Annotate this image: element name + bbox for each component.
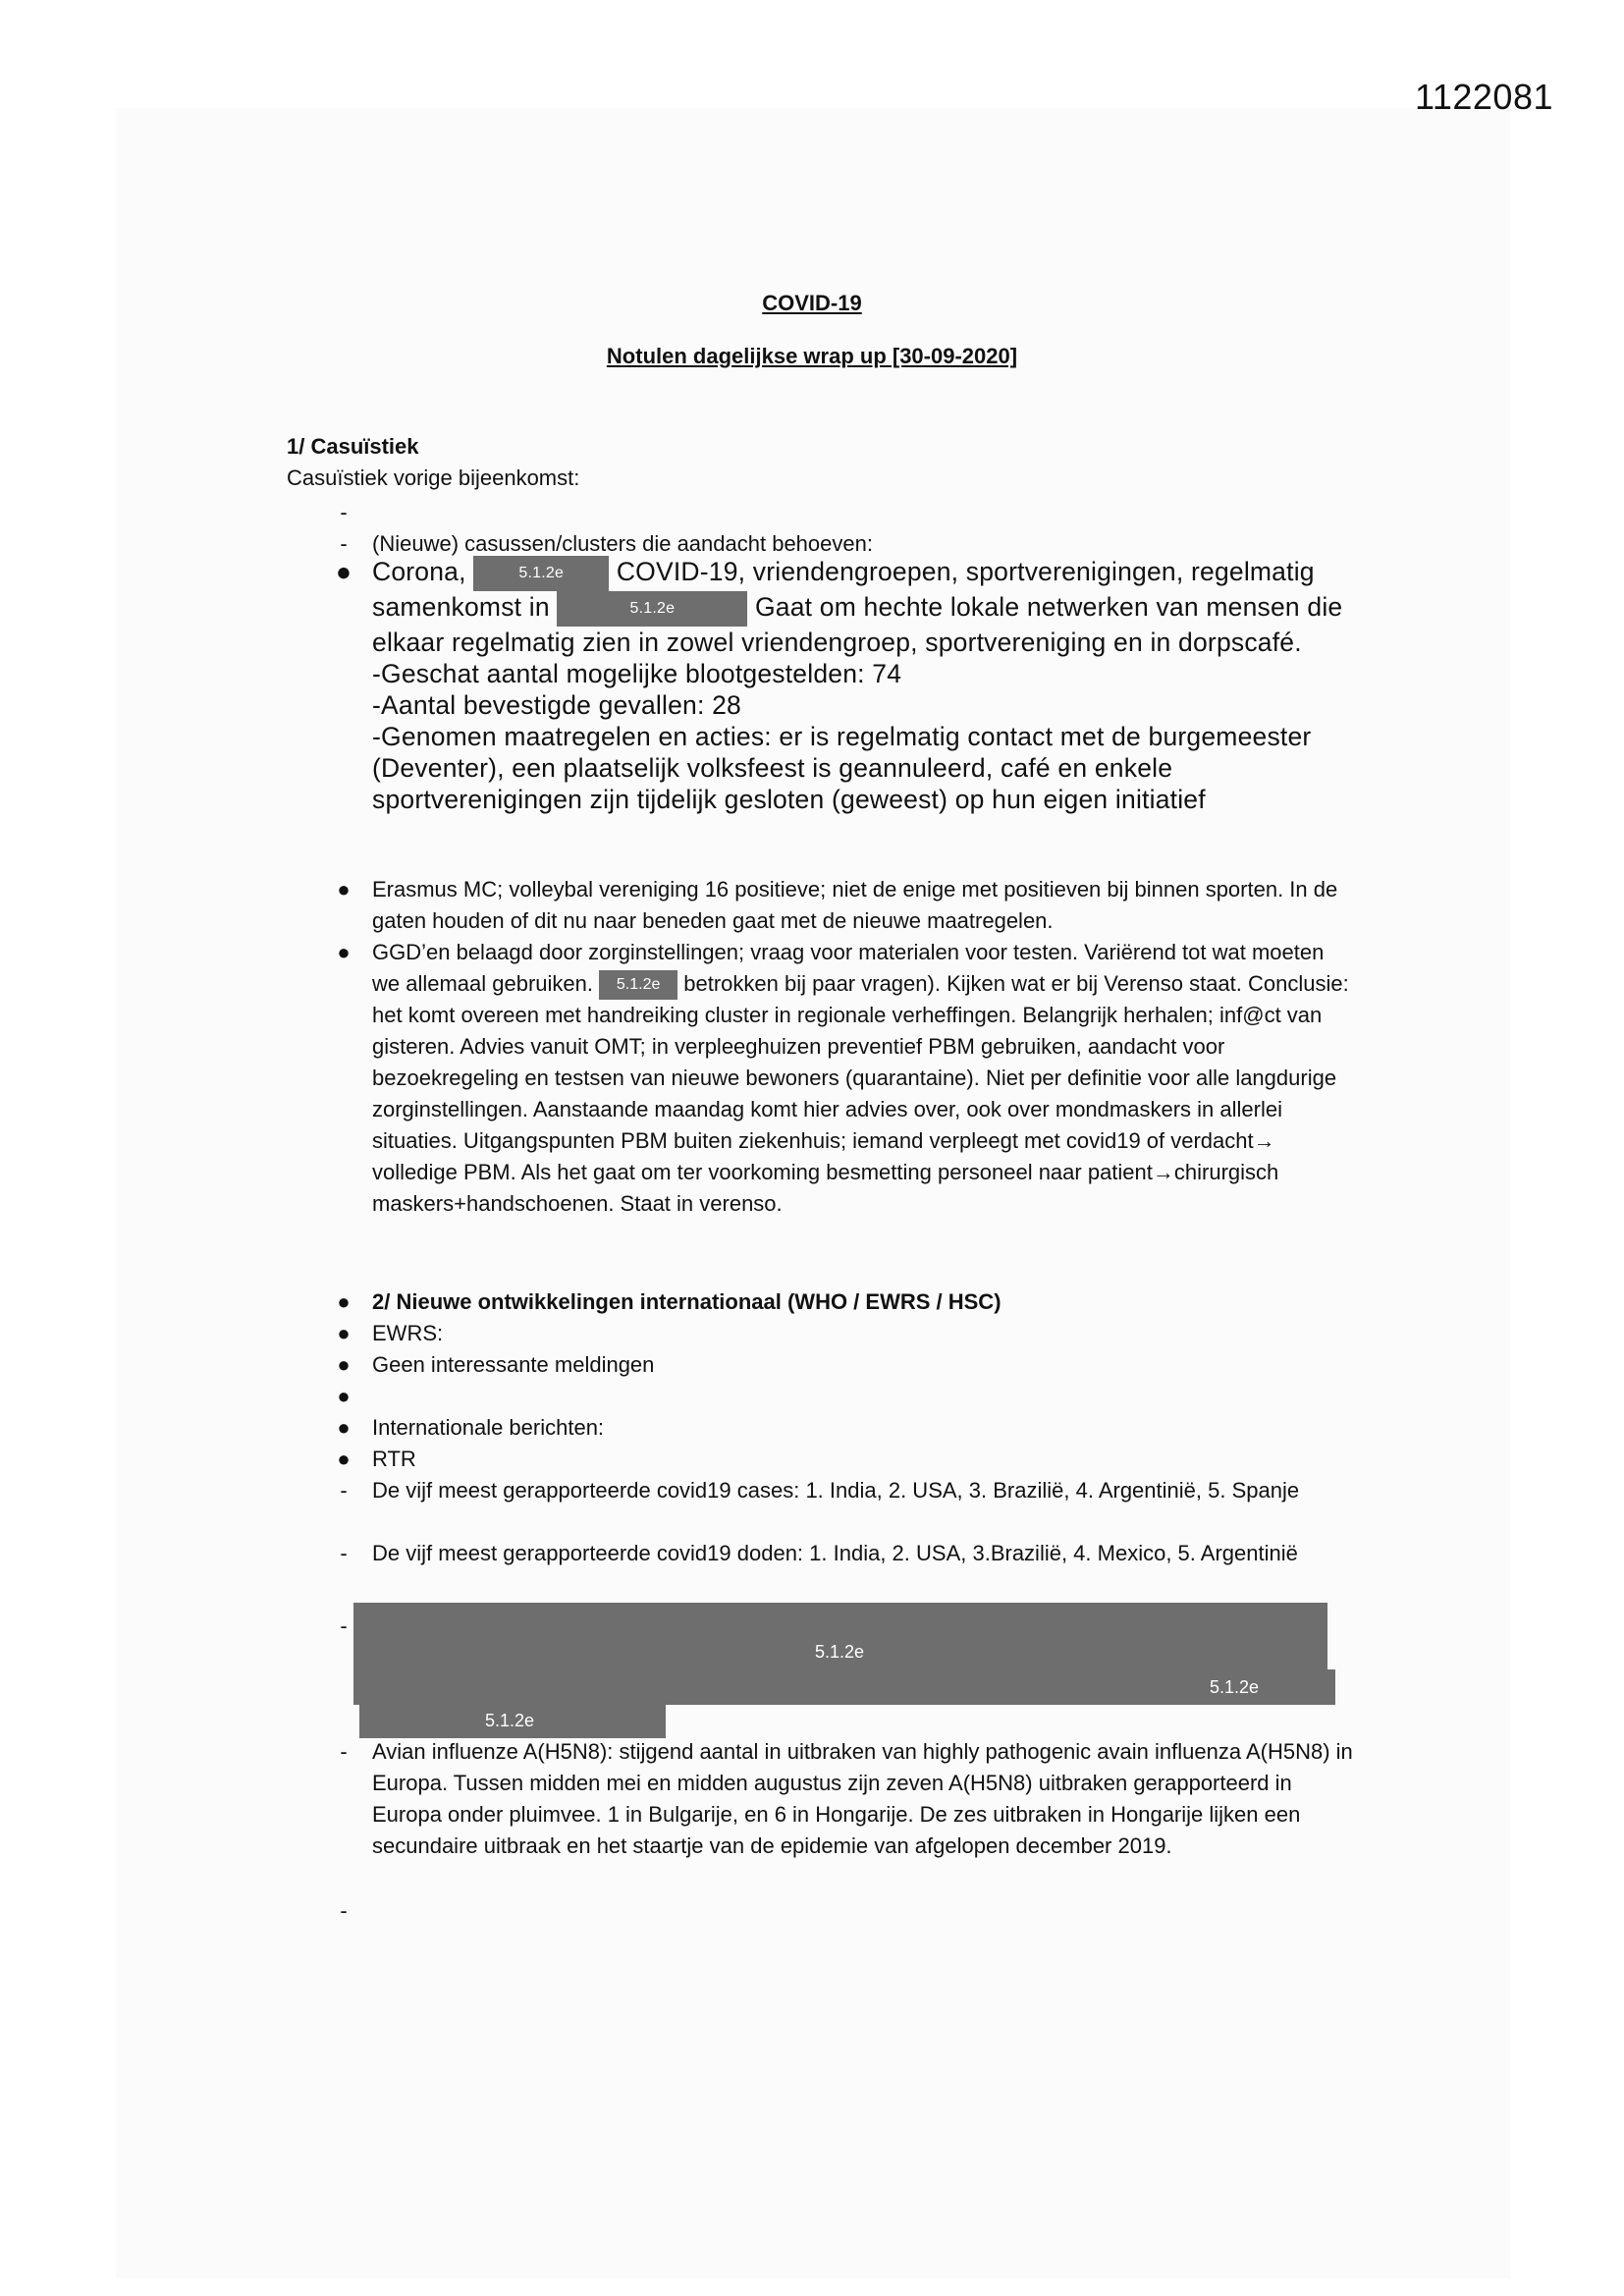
redaction-box: 5.1.2e (599, 970, 677, 1000)
bullet-marker: ● (337, 1415, 351, 1440)
list-item (324, 1538, 1355, 1569)
ewrs-label: EWRS: (372, 1321, 444, 1345)
list-item (324, 1412, 1355, 1444)
list-item (324, 1286, 1355, 1318)
bullet-marker: ● (337, 1289, 351, 1314)
list-item (324, 1475, 1355, 1506)
list-item (324, 556, 1384, 815)
list-item (324, 937, 1355, 1220)
new-cases-label: (Nieuwe) casussen/clusters die aandacht behoeven: (372, 531, 873, 556)
bullet-marker: ● (337, 1447, 351, 1471)
corona-cluster-text: Corona, 5.1.2e COVID-19, vriendengroepen, sportverenigingen, regelmatig samenkomst in 5.1.2e Gaat om hechte lokale netwerken van mensen die elkaar regelmatig zien in zowel vriendengroep, sportvereniging en in dorpscafé. -Geschat aantal mogelijke blootgestelden: 74 -Aantal bevestigde gevallen: 28 -Genomen maatregelen en acties: er is regelmatig contact met de burgemeester (Deventer), een plaatselijk volksfeest is geannuleerd, café en enkele sportverenigingen zijn tijdelijk gesloten (geweest) op hun eigen initiatief (372, 557, 1343, 814)
section-heading-casuistiek: 1/ Casuïstiek (287, 434, 419, 459)
redaction-block: 5.1.2e (359, 1705, 666, 1738)
dash-marker: - (340, 1478, 348, 1503)
rtr-label: RTR (372, 1447, 416, 1471)
no-reports-text: Geen interessante meldingen (372, 1352, 655, 1377)
avian-influenza-text: Avian influenze A(H5N8): stijgend aantal in uitbraken van highly pathogenic avain influenza A(H5N8) in Europa. Tussen midden mei en midden augustus zijn zeven A(H5N8) uitbraken gerapporteerd in Europa onder pluimvee. 1 in Bulgarije, en 6 in Hongarije. De zes uitbraken in Hongarije lijken een secundaire uitbraak en het staartje van de epidemie van afgelopen december 2019. (372, 1739, 1353, 1858)
dash-marker: - (340, 1541, 348, 1565)
dash-marker: - (340, 1613, 348, 1638)
dash-marker: - (340, 500, 348, 524)
bullet-marker: ● (337, 877, 351, 902)
top-deaths-text: De vijf meest gerapporteerde covid19 doden: 1. India, 2. USA, 3.Brazilië, 4. Mexico, 5. Argentinië (372, 1541, 1298, 1565)
redaction-block: 5.1.2e (353, 1669, 1335, 1705)
list-item (324, 1736, 1355, 1862)
list-item (324, 874, 1355, 937)
page-title: COVID-19 (762, 291, 862, 315)
ggd-text: GGD’en belaagd door zorginstellingen; vraag voor materialen voor testen. Variërend tot wat moeten we allemaal gebruiken. 5.1.2e betrokken bij paar vragen). Kijken wat er bij Verenso staat. Conclusie: het komt overeen met handreiking cluster in regionale verheffingen. Belangrijk herhalen; inf@ct van gisteren. Advies vanuit OMT; in verpleeghuizen preventief PBM gebruiken, aandacht voor bezoekregeling en testsen van nieuwe bewoners (quarantaine). Niet per definitie voor alle langdurige zorginstellingen. Aanstaande maandag komt hier advies over, ook over mondmaskers in allerlei situaties. Uitgangspunten PBM buiten ziekenhuis; iemand verpleegt met covid19 of verdacht→ volledige PBM. Als het gaat om ter voorkoming besmetting personeel naar patient→chirurgisch maskers+handschoenen. Staat in verenso. (372, 940, 1349, 1217)
redaction-box: 5.1.2e (557, 591, 747, 627)
bullet-marker: ● (337, 940, 351, 964)
document-id: 1122081 (1415, 77, 1553, 117)
dash-marker: - (340, 1739, 348, 1764)
section-heading-international: 2/ Nieuwe ontwikkelingen internationaal (WHO / EWRS / HSC) (372, 1289, 1001, 1314)
list-item (324, 1444, 1355, 1475)
redaction-block: 5.1.2e (353, 1603, 1327, 1673)
dash-marker: - (340, 531, 348, 556)
erasmus-text: Erasmus MC; volleybal vereniging 16 positieve; niet de enige met positieven bij binnen sporten. In de gaten houden of dit nu naar beneden gaat met de nieuwe maatregelen. (372, 877, 1338, 933)
page-subtitle: Notulen dagelijkse wrap up [30-09-2020] (606, 344, 1018, 368)
section-subheading: Casuïstiek vorige bijeenkomst: (287, 465, 580, 490)
bullet-marker: ● (335, 557, 352, 586)
list-item (324, 1318, 1355, 1349)
list-item (324, 1349, 1355, 1381)
bullet-marker: ● (337, 1321, 351, 1345)
international-label: Internationale berichten: (372, 1415, 605, 1440)
bullet-marker: ● (337, 1352, 351, 1377)
redaction-box: 5.1.2e (473, 556, 609, 591)
bullet-marker: ● (337, 1384, 351, 1408)
top-cases-text: De vijf meest gerapporteerde covid19 cases: 1. India, 2. USA, 3. Brazilië, 4. Argentinië, 5. Spanje (372, 1478, 1300, 1503)
dash-marker: - (340, 1898, 348, 1923)
